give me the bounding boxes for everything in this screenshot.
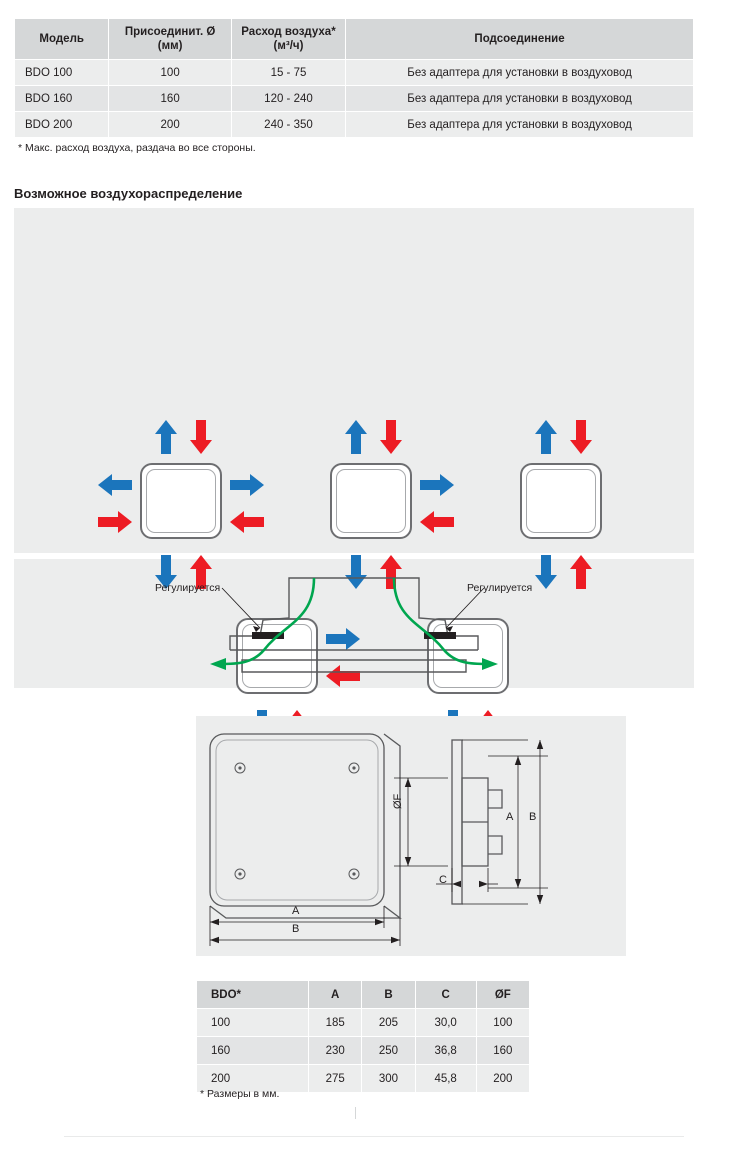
dim-header-b: B (362, 981, 415, 1009)
dim-cell-model: 160 (197, 1037, 309, 1065)
arrow-right-blue-1 (230, 474, 264, 496)
specification-table (14, 18, 694, 138)
spec-cell-connection: Без адаптера для установки в воздуховод (346, 60, 694, 86)
diffuser-inner-border (526, 469, 596, 533)
airflow-path-green (220, 578, 488, 664)
arrow-down-red-2 (380, 420, 402, 454)
spec-cell-connection: Без адаптера для установки в воздуховод (346, 86, 694, 112)
spec-table-header-row (15, 19, 694, 60)
dim-cell-b: 300 (362, 1065, 415, 1093)
diffuser-inner-border (336, 469, 406, 533)
diffuser-icon-1 (140, 463, 222, 539)
dimension-label-a-bottom: A (292, 905, 300, 917)
leader-line-left (222, 588, 260, 628)
dimension-line-of (394, 778, 448, 866)
diffuser-profile (230, 578, 478, 672)
dimension-label-b-side: B (529, 811, 537, 823)
spec-header-airflow-line2: (м³/ч) (273, 40, 304, 52)
diffuser-inner-border (146, 469, 216, 533)
dim-cell-c: 30,0 (415, 1009, 476, 1037)
spec-cell-connection: Без адаптера для установки в воздуховод (346, 112, 694, 138)
spec-header-airflow (231, 19, 345, 60)
dim-header-a: A (309, 981, 362, 1009)
arrow-up-blue-1 (155, 420, 177, 454)
dimension-label-a-side: A (506, 811, 514, 823)
airflow-arrowhead-right (482, 658, 498, 670)
spec-cell-diameter: 160 (109, 86, 231, 112)
page-title: Возможное воздухораспределение (14, 186, 243, 201)
table-row (15, 60, 694, 86)
cross-section-drawing (14, 560, 694, 688)
footer-tick-mark (355, 1107, 356, 1119)
dim-cell-b: 205 (362, 1009, 415, 1037)
dimension-label-of: ØF (392, 793, 404, 809)
arrow-left-red-2 (420, 511, 454, 533)
spec-cell-model: BDO 160 (15, 86, 109, 112)
dim-cell-b: 250 (362, 1037, 415, 1065)
spec-table-head (15, 19, 694, 60)
spec-cell-airflow: 120 - 240 (231, 86, 345, 112)
spec-header-model (15, 19, 109, 60)
dim-table-header-row (197, 981, 530, 1009)
arrow-up-blue-2 (345, 420, 367, 454)
dim-header-of: ØF (476, 981, 529, 1009)
spec-cell-diameter: 100 (109, 60, 231, 86)
screw-icons (235, 763, 359, 879)
dimension-drawing (196, 716, 626, 956)
dim-cell-a: 185 (309, 1009, 362, 1037)
arrow-down-red-1 (190, 420, 212, 454)
spec-cell-diameter: 200 (109, 112, 231, 138)
diffuser-icon-2 (330, 463, 412, 539)
spec-header-diameter-line1: Присоединит. Ø (124, 25, 216, 38)
dim-cell-a: 230 (309, 1037, 362, 1065)
dimension-label-b-bottom: B (292, 923, 300, 935)
spec-header-diameter (109, 19, 231, 60)
dimension-lines-horizontal (210, 906, 400, 946)
arrow-left-blue-1 (98, 474, 132, 496)
dimension-drawing-panel (196, 716, 626, 956)
arrow-right-blue-2 (420, 474, 454, 496)
spec-header-airflow-line1: Расход воздуха* (241, 25, 336, 38)
front-view (210, 734, 400, 918)
table-row (15, 86, 694, 112)
dim-cell-c: 45,8 (415, 1065, 476, 1093)
dim-table-head (197, 981, 530, 1009)
spec-cell-model: BDO 200 (15, 112, 109, 138)
dimensions-table (196, 980, 530, 1093)
dim-header-c: C (415, 981, 476, 1009)
diffuser-icon-3 (520, 463, 602, 539)
table-row (197, 1037, 530, 1065)
dimension-label-c: C (439, 874, 447, 886)
table-row (15, 112, 694, 138)
spec-header-connection-line1: Подсоединение (474, 32, 565, 45)
adjustable-label-right: Регулируется (467, 582, 533, 594)
arrow-down-red-3 (570, 420, 592, 454)
dimension-arrowheads-c (452, 881, 488, 887)
leader-line-right (446, 588, 484, 628)
table-row (197, 1009, 530, 1037)
dim-table-body (197, 1009, 530, 1093)
spec-header-diameter-line2: (мм) (157, 40, 183, 52)
arrow-right-red-1 (98, 511, 132, 533)
spec-table-note: * Макс. расход воздуха, раздача во все стороны. (18, 142, 256, 154)
spec-cell-airflow: 15 - 75 (231, 60, 345, 86)
dim-cell-model: 200 (197, 1065, 309, 1093)
airflow-arrowhead-left (210, 658, 226, 670)
side-view (452, 740, 502, 904)
dim-cell-model: 100 (197, 1009, 309, 1037)
dimension-arrowheads-horizontal (210, 919, 400, 943)
arrow-left-red-1 (230, 511, 264, 533)
dim-cell-of: 160 (476, 1037, 529, 1065)
adjustable-label-left: Регулируется (155, 582, 221, 594)
spec-table-body (15, 60, 694, 138)
dim-cell-of: 100 (476, 1009, 529, 1037)
dim-cell-of: 200 (476, 1065, 529, 1093)
footer-divider (64, 1136, 684, 1137)
dim-cell-a: 275 (309, 1065, 362, 1093)
air-distribution-panel (14, 208, 694, 688)
spec-header-model-line1: Модель (39, 32, 84, 45)
dimensions-table-note: * Размеры в мм. (200, 1088, 280, 1100)
spec-cell-airflow: 240 - 350 (231, 112, 345, 138)
spec-header-connection (346, 19, 694, 60)
dim-cell-c: 36,8 (415, 1037, 476, 1065)
spec-cell-model: BDO 100 (15, 60, 109, 86)
arrow-up-blue-3 (535, 420, 557, 454)
dim-header-model: BDO* (197, 981, 309, 1009)
